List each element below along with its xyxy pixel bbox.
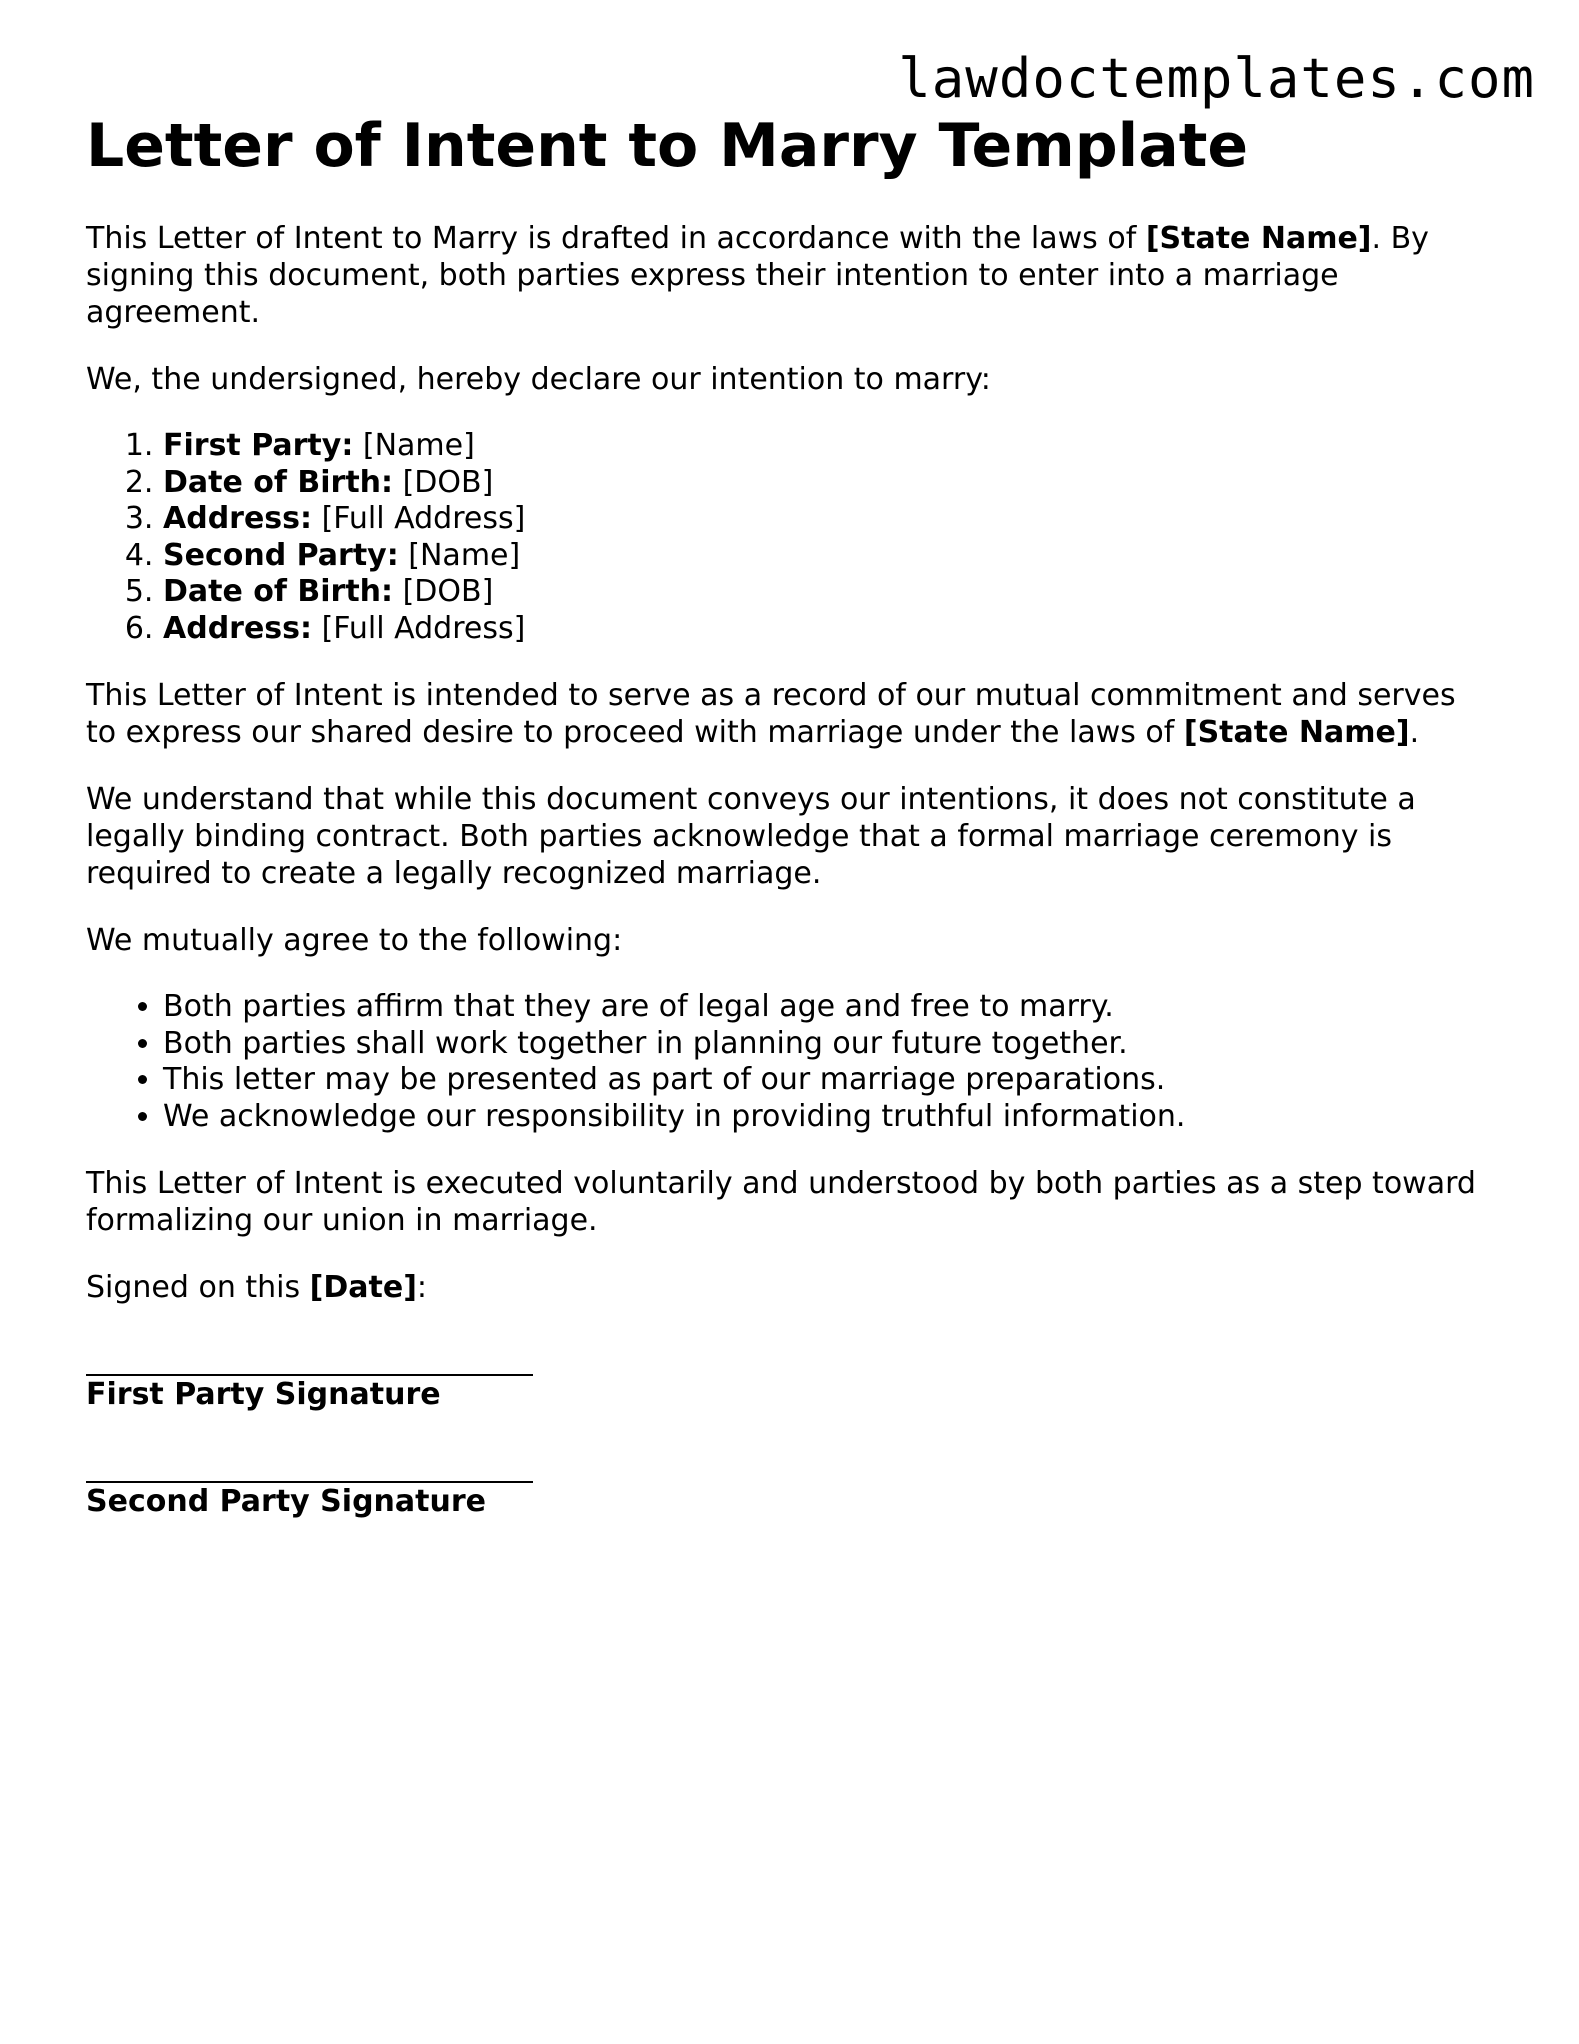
list-item [163,428,1486,465]
field-placeholder: [Full Address] [312,610,526,646]
list-item [163,611,1486,648]
signature-line-first[interactable] [86,1342,533,1376]
party-details-list [86,428,1486,647]
signature-spacer [86,1413,1486,1449]
record-paragraph [86,677,1486,751]
signed-text-after: : [416,1270,428,1305]
first-party-signature-label: First Party Signature [86,1377,441,1412]
document-title: Letter of Intent to Marry Template [86,111,1249,181]
list-item: • Both parties shall work together in planning our future together. [163,1026,1486,1063]
list-item: • We acknowledge our responsibility in providing truthful information. [163,1099,1486,1136]
list-item [163,501,1486,538]
date-placeholder: [Date] [309,1270,417,1305]
list-item: • Both parties affirm that they are of legal age and free to marry. [163,989,1486,1026]
site-watermark: lawdoctemplates.com [898,47,1535,110]
field-placeholder: [Name] [398,537,521,573]
record-text-before: This Letter of Intent is intended to serve as a record of our mutual commitment and serves to express our shared desire to proceed with marriage under the laws of [86,678,1456,750]
state-placeholder: [State Name] [1183,715,1410,750]
list-item [163,574,1486,611]
declaration-paragraph: We, the undersigned, hereby declare our intention to marry: [86,362,991,397]
field-placeholder: [Full Address] [312,501,526,536]
field-label: Date of Birth: [163,464,394,500]
list-item [163,465,1486,502]
field-placeholder: [DOB] [393,464,494,500]
agreement-list [86,989,1486,1135]
agreement-intro: We mutually agree to the following: [86,923,623,958]
field-label: Second Party: [163,537,399,573]
understanding-paragraph: We understand that while this document conveys our intentions, it does not constitute a legally binding contract. Both parties acknowledge that a formal marriage ceremony is required to create a legally recognized marriage. [86,782,1416,891]
intro-text-after: . By signing this document, both parties express their intention to enter into a marriage agreement. [86,221,1429,330]
field-label: Address: [163,610,313,646]
intro-text-before: This Letter of Intent to Marry is drafted in accordance with the laws of [86,221,1146,256]
list-item [163,538,1486,575]
field-label: First Party: [163,428,354,463]
signature-line-second[interactable] [86,1449,533,1483]
second-party-signature-label: Second Party Signature [86,1484,486,1519]
field-placeholder: [DOB] [393,574,494,609]
state-placeholder: [State Name] [1145,221,1372,256]
field-label: Address: [163,501,313,536]
signed-text-before: Signed on this [86,1270,310,1305]
execution-paragraph: This Letter of Intent is executed voluntarily and understood by both parties as a step toward formalizing our union in marriage. [86,1166,1476,1238]
document-body [86,110,1486,1520]
signature-block [86,1342,1486,1520]
signed-date-line [86,1269,1486,1306]
field-placeholder: [Name] [353,428,475,463]
field-label: Date of Birth: [163,574,394,609]
list-item: • This letter may be presented as part of our marriage preparations. [163,1062,1486,1099]
record-text-after: . [1409,715,1420,750]
intro-paragraph [86,220,1486,331]
